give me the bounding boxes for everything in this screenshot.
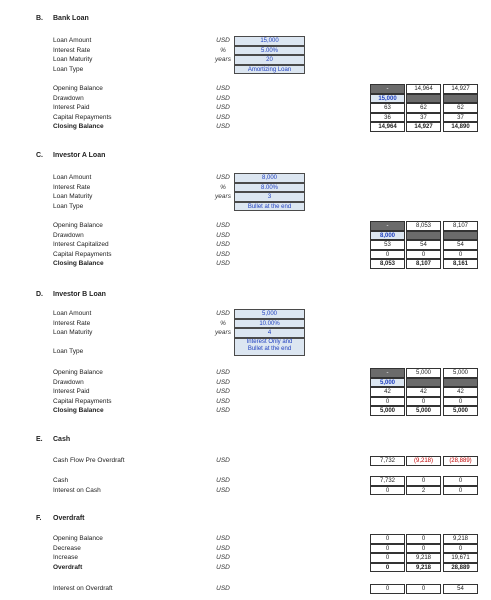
- value-cell[interactable]: 5,000: [443, 406, 478, 416]
- value-cell[interactable]: 0: [370, 584, 405, 594]
- row-label: Overdraft: [53, 563, 83, 571]
- unit-label: years: [215, 329, 231, 337]
- unit-label: USD: [216, 231, 230, 239]
- value-cell[interactable]: 9,218: [406, 563, 441, 573]
- row-label: Drawdown: [53, 94, 84, 102]
- unit-label: %: [220, 183, 226, 191]
- value-cell[interactable]: 0: [370, 534, 405, 544]
- value-cell[interactable]: 9,218: [406, 553, 441, 563]
- row-label: Closing Balance: [53, 123, 104, 131]
- value-cell[interactable]: 0: [370, 397, 405, 407]
- row-label: Increase: [53, 554, 78, 562]
- value-cell[interactable]: 54: [443, 240, 478, 250]
- unit-label: USD: [216, 37, 230, 44]
- row-label: Decrease: [53, 544, 81, 552]
- row-label: Interest Paid: [53, 388, 90, 396]
- unit-label: USD: [216, 563, 230, 571]
- unit-label: USD: [216, 104, 230, 112]
- value-cell[interactable]: 36: [370, 113, 405, 123]
- input-cell[interactable]: 5.00%: [234, 46, 305, 56]
- input-label: Loan Maturity: [53, 193, 93, 201]
- unit-label: years: [215, 56, 231, 64]
- value-cell[interactable]: 0: [370, 544, 405, 554]
- input-label: Loan Type: [53, 202, 84, 210]
- unit-label: USD: [216, 397, 230, 405]
- value-cell[interactable]: 15,000: [370, 94, 405, 104]
- unit-label: USD: [216, 94, 230, 102]
- input-label: Interest Rate: [53, 319, 91, 327]
- loan-type-line: Bullet at the end: [247, 346, 292, 353]
- unit-label: USD: [216, 585, 230, 592]
- input-cell[interactable]: 15,000: [234, 36, 305, 46]
- value-cell[interactable]: 42: [370, 387, 405, 397]
- value-cell[interactable]: 7,732: [370, 476, 405, 486]
- value-cell[interactable]: 0: [443, 250, 478, 260]
- input-cell[interactable]: [234, 338, 305, 356]
- value-cell[interactable]: 54: [406, 240, 441, 250]
- unit-label: USD: [216, 260, 230, 268]
- unit-label: USD: [216, 310, 230, 317]
- section-title: Bank Loan: [53, 15, 89, 22]
- value-cell[interactable]: -: [370, 84, 405, 94]
- input-cell[interactable]: Bullet at the end: [234, 202, 305, 212]
- unit-label: USD: [216, 457, 230, 464]
- value-cell[interactable]: 14,964: [406, 84, 441, 94]
- value-cell[interactable]: 42: [443, 387, 478, 397]
- row-label: Opening Balance: [53, 222, 103, 229]
- row-label: Closing Balance: [53, 407, 104, 415]
- value-cell[interactable]: 5,000: [406, 406, 441, 416]
- value-cell[interactable]: [443, 94, 478, 104]
- loan-type-line: Interest Only and: [246, 338, 293, 345]
- value-cell[interactable]: [406, 231, 441, 241]
- value-cell[interactable]: (28,889): [443, 456, 478, 466]
- input-cell[interactable]: 10.00%: [234, 319, 305, 329]
- input-cell[interactable]: 5,000: [234, 309, 305, 319]
- section-title: Cash: [53, 436, 71, 443]
- value-cell[interactable]: 14,890: [443, 122, 478, 132]
- unit-label: %: [220, 46, 226, 54]
- value-cell[interactable]: 28,889: [443, 563, 478, 573]
- input-label: Interest Rate: [53, 183, 91, 191]
- unit-label: USD: [216, 388, 230, 396]
- value-cell[interactable]: 8,107: [406, 259, 441, 269]
- input-label: Loan Maturity: [53, 56, 93, 64]
- row-label: Capital Repayments: [53, 113, 112, 121]
- row-label: Capital Repayments: [53, 250, 112, 258]
- row-label: Interest Paid: [53, 104, 90, 112]
- value-cell[interactable]: 14,964: [370, 122, 405, 132]
- value-cell[interactable]: 0: [443, 544, 478, 554]
- value-cell[interactable]: -: [370, 368, 405, 378]
- row-label: Cash Flow Pre Overdraft: [53, 457, 125, 464]
- section-title: Investor B Loan: [53, 291, 106, 298]
- row-label: Interest on Overdraft: [53, 585, 113, 592]
- value-cell[interactable]: 5,000: [370, 378, 405, 388]
- unit-label: USD: [216, 250, 230, 258]
- unit-label: USD: [216, 113, 230, 121]
- value-cell[interactable]: 0: [370, 486, 405, 496]
- value-cell[interactable]: 37: [443, 113, 478, 123]
- row-label: Opening Balance: [53, 369, 103, 376]
- section-title: Investor A Loan: [53, 152, 106, 159]
- row-label: Opening Balance: [53, 535, 103, 542]
- unit-label: USD: [216, 378, 230, 386]
- value-cell[interactable]: 14,927: [443, 84, 478, 94]
- value-cell[interactable]: 42: [406, 387, 441, 397]
- unit-label: USD: [216, 535, 230, 542]
- value-cell[interactable]: 9,218: [443, 534, 478, 544]
- value-cell[interactable]: 0: [406, 544, 441, 554]
- section-letter: C.: [36, 152, 43, 159]
- value-cell[interactable]: 0: [443, 397, 478, 407]
- value-cell[interactable]: 0: [406, 476, 441, 486]
- unit-label: years: [215, 193, 231, 201]
- section-letter: D.: [36, 291, 43, 298]
- value-cell[interactable]: 2: [406, 486, 441, 496]
- unit-label: USD: [216, 407, 230, 415]
- row-label: Capital Repayments: [53, 397, 112, 405]
- value-cell[interactable]: 8,000: [370, 231, 405, 241]
- value-cell[interactable]: 8,161: [443, 259, 478, 269]
- value-cell[interactable]: 14,927: [406, 122, 441, 132]
- value-cell[interactable]: -: [370, 221, 405, 231]
- input-label: Loan Amount: [53, 174, 92, 181]
- section-letter: B.: [36, 15, 43, 22]
- value-cell[interactable]: 8,053: [370, 259, 405, 269]
- row-label: Drawdown: [53, 231, 84, 239]
- input-cell[interactable]: Amortizing Loan: [234, 65, 305, 75]
- value-cell[interactable]: 7,732: [370, 456, 405, 466]
- value-cell[interactable]: 53: [370, 240, 405, 250]
- value-cell[interactable]: 54: [443, 584, 478, 594]
- row-label: Drawdown: [53, 378, 84, 386]
- value-cell[interactable]: 8,053: [406, 221, 441, 231]
- section-letter: F.: [36, 515, 42, 522]
- value-cell[interactable]: 0: [370, 553, 405, 563]
- value-cell[interactable]: 37: [406, 113, 441, 123]
- unit-label: USD: [216, 85, 230, 92]
- value-cell[interactable]: [406, 94, 441, 104]
- unit-label: USD: [216, 369, 230, 376]
- input-cell[interactable]: 3: [234, 192, 305, 202]
- unit-label: USD: [216, 222, 230, 229]
- input-cell[interactable]: 4: [234, 328, 305, 338]
- unit-label: USD: [216, 174, 230, 181]
- value-cell[interactable]: (9,218): [406, 456, 441, 466]
- value-cell[interactable]: 5,000: [406, 368, 441, 378]
- value-cell[interactable]: [443, 378, 478, 388]
- value-cell[interactable]: 19,671: [443, 553, 478, 563]
- input-label: Loan Maturity: [53, 329, 93, 337]
- input-cell[interactable]: 8.00%: [234, 183, 305, 193]
- input-label: Loan Type: [53, 347, 84, 355]
- value-cell[interactable]: 5,000: [370, 406, 405, 416]
- input-label: Loan Amount: [53, 37, 92, 44]
- value-cell[interactable]: 0: [406, 250, 441, 260]
- unit-label: %: [220, 319, 226, 327]
- value-cell[interactable]: 0: [406, 584, 441, 594]
- value-cell[interactable]: [406, 378, 441, 388]
- value-cell[interactable]: 0: [370, 563, 405, 573]
- row-label: Interest Capitalized: [53, 241, 109, 249]
- row-label: Opening Balance: [53, 85, 103, 92]
- row-label: Closing Balance: [53, 260, 104, 268]
- input-cell[interactable]: 8,000: [234, 173, 305, 183]
- section-letter: E.: [36, 436, 43, 443]
- input-label: Interest Rate: [53, 46, 91, 54]
- unit-label: USD: [216, 123, 230, 131]
- value-cell[interactable]: 5,000: [443, 368, 478, 378]
- value-cell[interactable]: 0: [406, 397, 441, 407]
- value-cell[interactable]: 62: [406, 103, 441, 113]
- section-title: Overdraft: [53, 515, 85, 522]
- unit-label: USD: [216, 544, 230, 552]
- value-cell[interactable]: 63: [370, 103, 405, 113]
- value-cell[interactable]: [443, 231, 478, 241]
- row-label: Cash: [53, 477, 69, 484]
- value-cell[interactable]: 62: [443, 103, 478, 113]
- unit-label: USD: [216, 486, 230, 494]
- input-label: Loan Amount: [53, 310, 92, 317]
- value-cell[interactable]: 0: [406, 534, 441, 544]
- unit-label: USD: [216, 241, 230, 249]
- value-cell[interactable]: 0: [443, 486, 478, 496]
- unit-label: USD: [216, 554, 230, 562]
- value-cell[interactable]: 0: [443, 476, 478, 486]
- unit-label: USD: [216, 477, 230, 484]
- value-cell[interactable]: 0: [370, 250, 405, 260]
- value-cell[interactable]: 8,107: [443, 221, 478, 231]
- input-label: Loan Type: [53, 65, 84, 73]
- row-label: Interest on Cash: [53, 486, 101, 494]
- input-cell[interactable]: 20: [234, 55, 305, 65]
